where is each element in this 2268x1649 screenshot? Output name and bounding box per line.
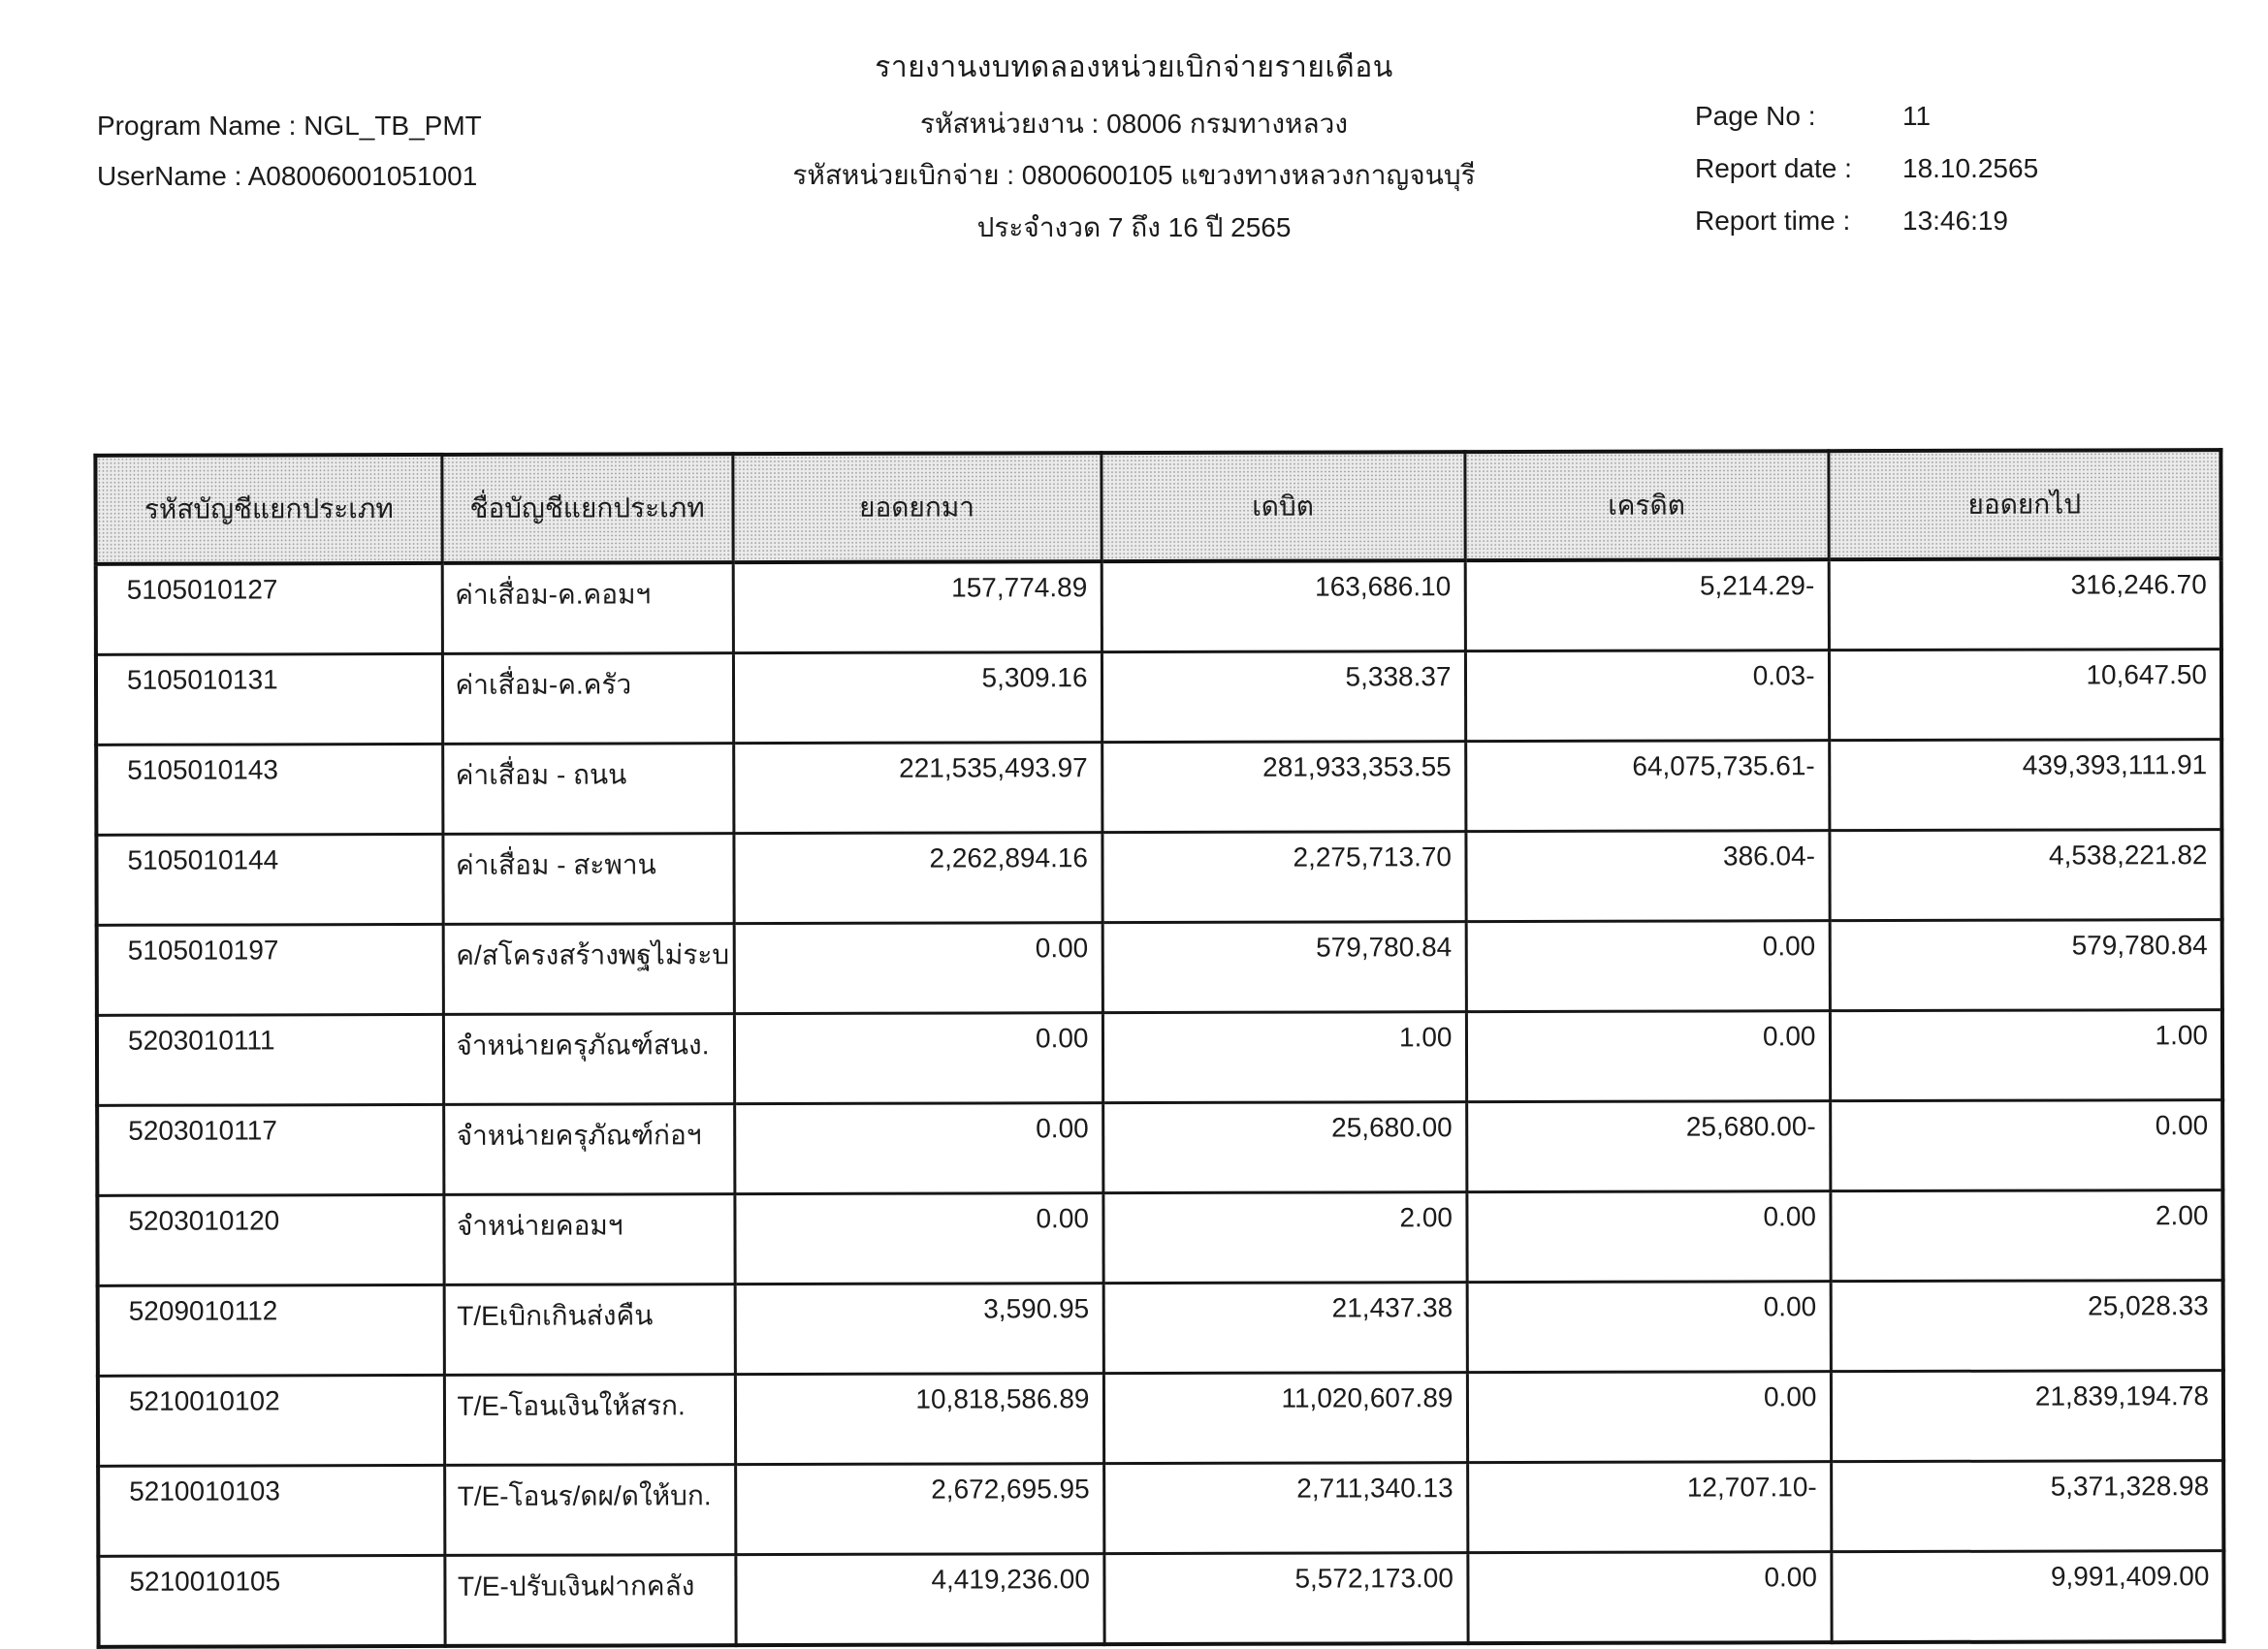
debit-cell: 2.00: [1102, 1192, 1466, 1284]
account-code-cell: 5105010131: [96, 653, 442, 745]
page-no-label: Page No :: [1695, 101, 1816, 131]
account-name-cell: T/E-โอนเงินให้สรก.: [444, 1375, 735, 1466]
user-name-label: UserName :: [97, 161, 242, 191]
beginning-balance-cell: 221,535,493.97: [733, 743, 1102, 834]
agency-code-line: รหัสหน่วยงาน : 08006 กรมทางหลวง: [919, 109, 1349, 139]
debit-cell: 25,680.00: [1102, 1102, 1466, 1193]
debit-cell: 1.00: [1102, 1012, 1466, 1103]
disbursement-unit-line: รหัสหน่วยเบิกจ่าย : 0800600105 แขวงทางหลวงกาญจนบุรี: [792, 160, 1476, 190]
account-code-cell: 5210010105: [98, 1555, 444, 1646]
beginning-balance-cell: 3,590.95: [735, 1284, 1103, 1375]
debit-cell: 163,686.10: [1102, 560, 1465, 651]
page-title: รายงานงบทดลองหน่วยเบิกจ่ายรายเดือน: [875, 51, 1393, 83]
program-name-label: Program Name :: [97, 111, 297, 141]
account-name-cell: ค/สโครงสร้างพฐไม่ระบ: [443, 924, 734, 1015]
column-header: ชื่อบัญชีแยกประเภท: [441, 454, 732, 563]
account-code-cell: 5105010197: [97, 924, 443, 1015]
table-row: [98, 1461, 2223, 1557]
ending-balance-cell: 25,028.33: [1831, 1281, 2223, 1372]
table-row: [96, 830, 2221, 926]
report-time-label: Report time :: [1695, 206, 1851, 236]
account-code-cell: 5105010127: [96, 563, 442, 654]
ending-balance-cell: 10,647.50: [1829, 650, 2221, 741]
account-name-cell: T/Eเบิกเกินส่งคืน: [444, 1284, 735, 1376]
credit-cell: 0.03-: [1465, 650, 1829, 742]
debit-cell: 2,275,713.70: [1102, 832, 1465, 923]
report-time-value: 13:46:19: [1902, 206, 2008, 236]
ending-balance-cell: 9,991,409.00: [1831, 1551, 2223, 1643]
account-code-cell: 5210010103: [98, 1465, 444, 1556]
trial-balance-table: [93, 448, 2225, 1649]
ending-balance-cell: 316,246.70: [1829, 558, 2221, 650]
table-row: [96, 740, 2221, 836]
beginning-balance-cell: 4,419,236.00: [735, 1554, 1103, 1645]
credit-cell: 0.00: [1466, 921, 1830, 1012]
program-name-value: NGL_TB_PMT: [303, 111, 482, 141]
ending-balance-cell: 21,839,194.78: [1831, 1371, 2223, 1462]
ending-balance-cell: 4,538,221.82: [1829, 830, 2221, 921]
column-header: รหัสบัญชีแยกประเภท: [95, 455, 441, 564]
account-name-cell: T/E-ปรับเงินฝากคลัง: [444, 1555, 735, 1646]
credit-cell: 12,707.10-: [1467, 1462, 1831, 1553]
account-code-cell: 5203010120: [97, 1194, 443, 1285]
ending-balance-cell: 439,393,111.91: [1829, 740, 2221, 831]
debit-cell: 21,437.38: [1103, 1283, 1467, 1374]
beginning-balance-cell: 0.00: [734, 923, 1102, 1014]
table-row: [96, 558, 2221, 654]
table-header-row: [95, 450, 2220, 564]
credit-cell: 386.04-: [1465, 831, 1829, 922]
table-row: [97, 1010, 2222, 1106]
account-name-cell: T/E-โอนร/ดผ/ดให้บก.: [444, 1465, 735, 1556]
credit-cell: 64,075,735.61-: [1465, 741, 1829, 832]
column-header: เครดิต: [1464, 451, 1828, 560]
beginning-balance-cell: 2,672,695.95: [735, 1464, 1103, 1555]
debit-cell: 5,338.37: [1102, 651, 1465, 743]
debit-cell: 5,572,173.00: [1103, 1553, 1467, 1644]
credit-cell: 0.00: [1466, 1191, 1830, 1283]
credit-cell: 0.00: [1466, 1011, 1830, 1102]
table-body: [96, 558, 2224, 1647]
table-row: [98, 1551, 2223, 1647]
account-code-cell: 5203010111: [97, 1014, 443, 1105]
account-name-cell: ค่าเสื่อม-ค.ครัว: [442, 653, 733, 745]
account-name-cell: จำหน่ายครุภัณฑ์ก่อฯ: [443, 1104, 734, 1195]
table-row: [98, 1371, 2223, 1467]
table-row: [96, 650, 2221, 745]
credit-cell: 0.00: [1467, 1552, 1831, 1643]
account-name-cell: จำหน่ายครุภัณฑ์สนง.: [443, 1014, 734, 1105]
credit-cell: 25,680.00-: [1466, 1101, 1830, 1192]
user-name-value: A08006001051001: [247, 161, 478, 191]
report-date-label: Report date :: [1695, 153, 1852, 183]
ending-balance-cell: 1.00: [1830, 1010, 2222, 1101]
beginning-balance-cell: 10,818,586.89: [735, 1374, 1103, 1465]
account-code-cell: 5209010112: [98, 1284, 444, 1376]
account-code-cell: 5105010144: [96, 834, 442, 925]
page-no-value: 11: [1902, 101, 1932, 131]
column-header: ยอดยกมา: [732, 453, 1101, 562]
account-code-cell: 5203010117: [97, 1104, 443, 1195]
table-row: [97, 920, 2222, 1016]
period-line: ประจำงวด 7 ถึง 16 ปี 2565: [976, 212, 1292, 242]
table-row: [97, 1190, 2222, 1286]
credit-cell: 5,214.29-: [1465, 559, 1829, 650]
ending-balance-cell: 579,780.84: [1830, 920, 2222, 1011]
report-date-value: 18.10.2565: [1902, 153, 2039, 183]
table-row: [97, 1100, 2222, 1196]
beginning-balance-cell: 157,774.89: [733, 561, 1102, 652]
column-header: เดบิต: [1101, 452, 1464, 561]
account-code-cell: 5210010102: [98, 1375, 444, 1466]
credit-cell: 0.00: [1467, 1372, 1831, 1463]
ending-balance-cell: 5,371,328.98: [1831, 1461, 2223, 1552]
debit-cell: 579,780.84: [1102, 922, 1466, 1013]
ending-balance-cell: 2.00: [1830, 1190, 2222, 1282]
beginning-balance-cell: 5,309.16: [733, 652, 1102, 744]
account-code-cell: 5105010143: [96, 744, 442, 835]
column-header: ยอดยกไป: [1828, 450, 2220, 559]
ending-balance-cell: 0.00: [1830, 1100, 2222, 1191]
credit-cell: 0.00: [1467, 1282, 1831, 1373]
beginning-balance-cell: 0.00: [734, 1193, 1102, 1284]
beginning-balance-cell: 0.00: [734, 1013, 1102, 1104]
table-row: [98, 1281, 2223, 1377]
account-name-cell: ค่าเสื่อม - ถนน: [442, 744, 733, 835]
account-name-cell: ค่าเสื่อม - สะพาน: [442, 834, 733, 925]
debit-cell: 281,933,353.55: [1102, 742, 1465, 833]
account-name-cell: ค่าเสื่อม-ค.คอมฯ: [442, 562, 733, 653]
account-name-cell: จำหน่ายคอมฯ: [443, 1194, 734, 1285]
debit-cell: 11,020,607.89: [1103, 1373, 1467, 1464]
debit-cell: 2,711,340.13: [1103, 1463, 1467, 1554]
beginning-balance-cell: 2,262,894.16: [733, 833, 1102, 924]
beginning-balance-cell: 0.00: [734, 1103, 1102, 1194]
